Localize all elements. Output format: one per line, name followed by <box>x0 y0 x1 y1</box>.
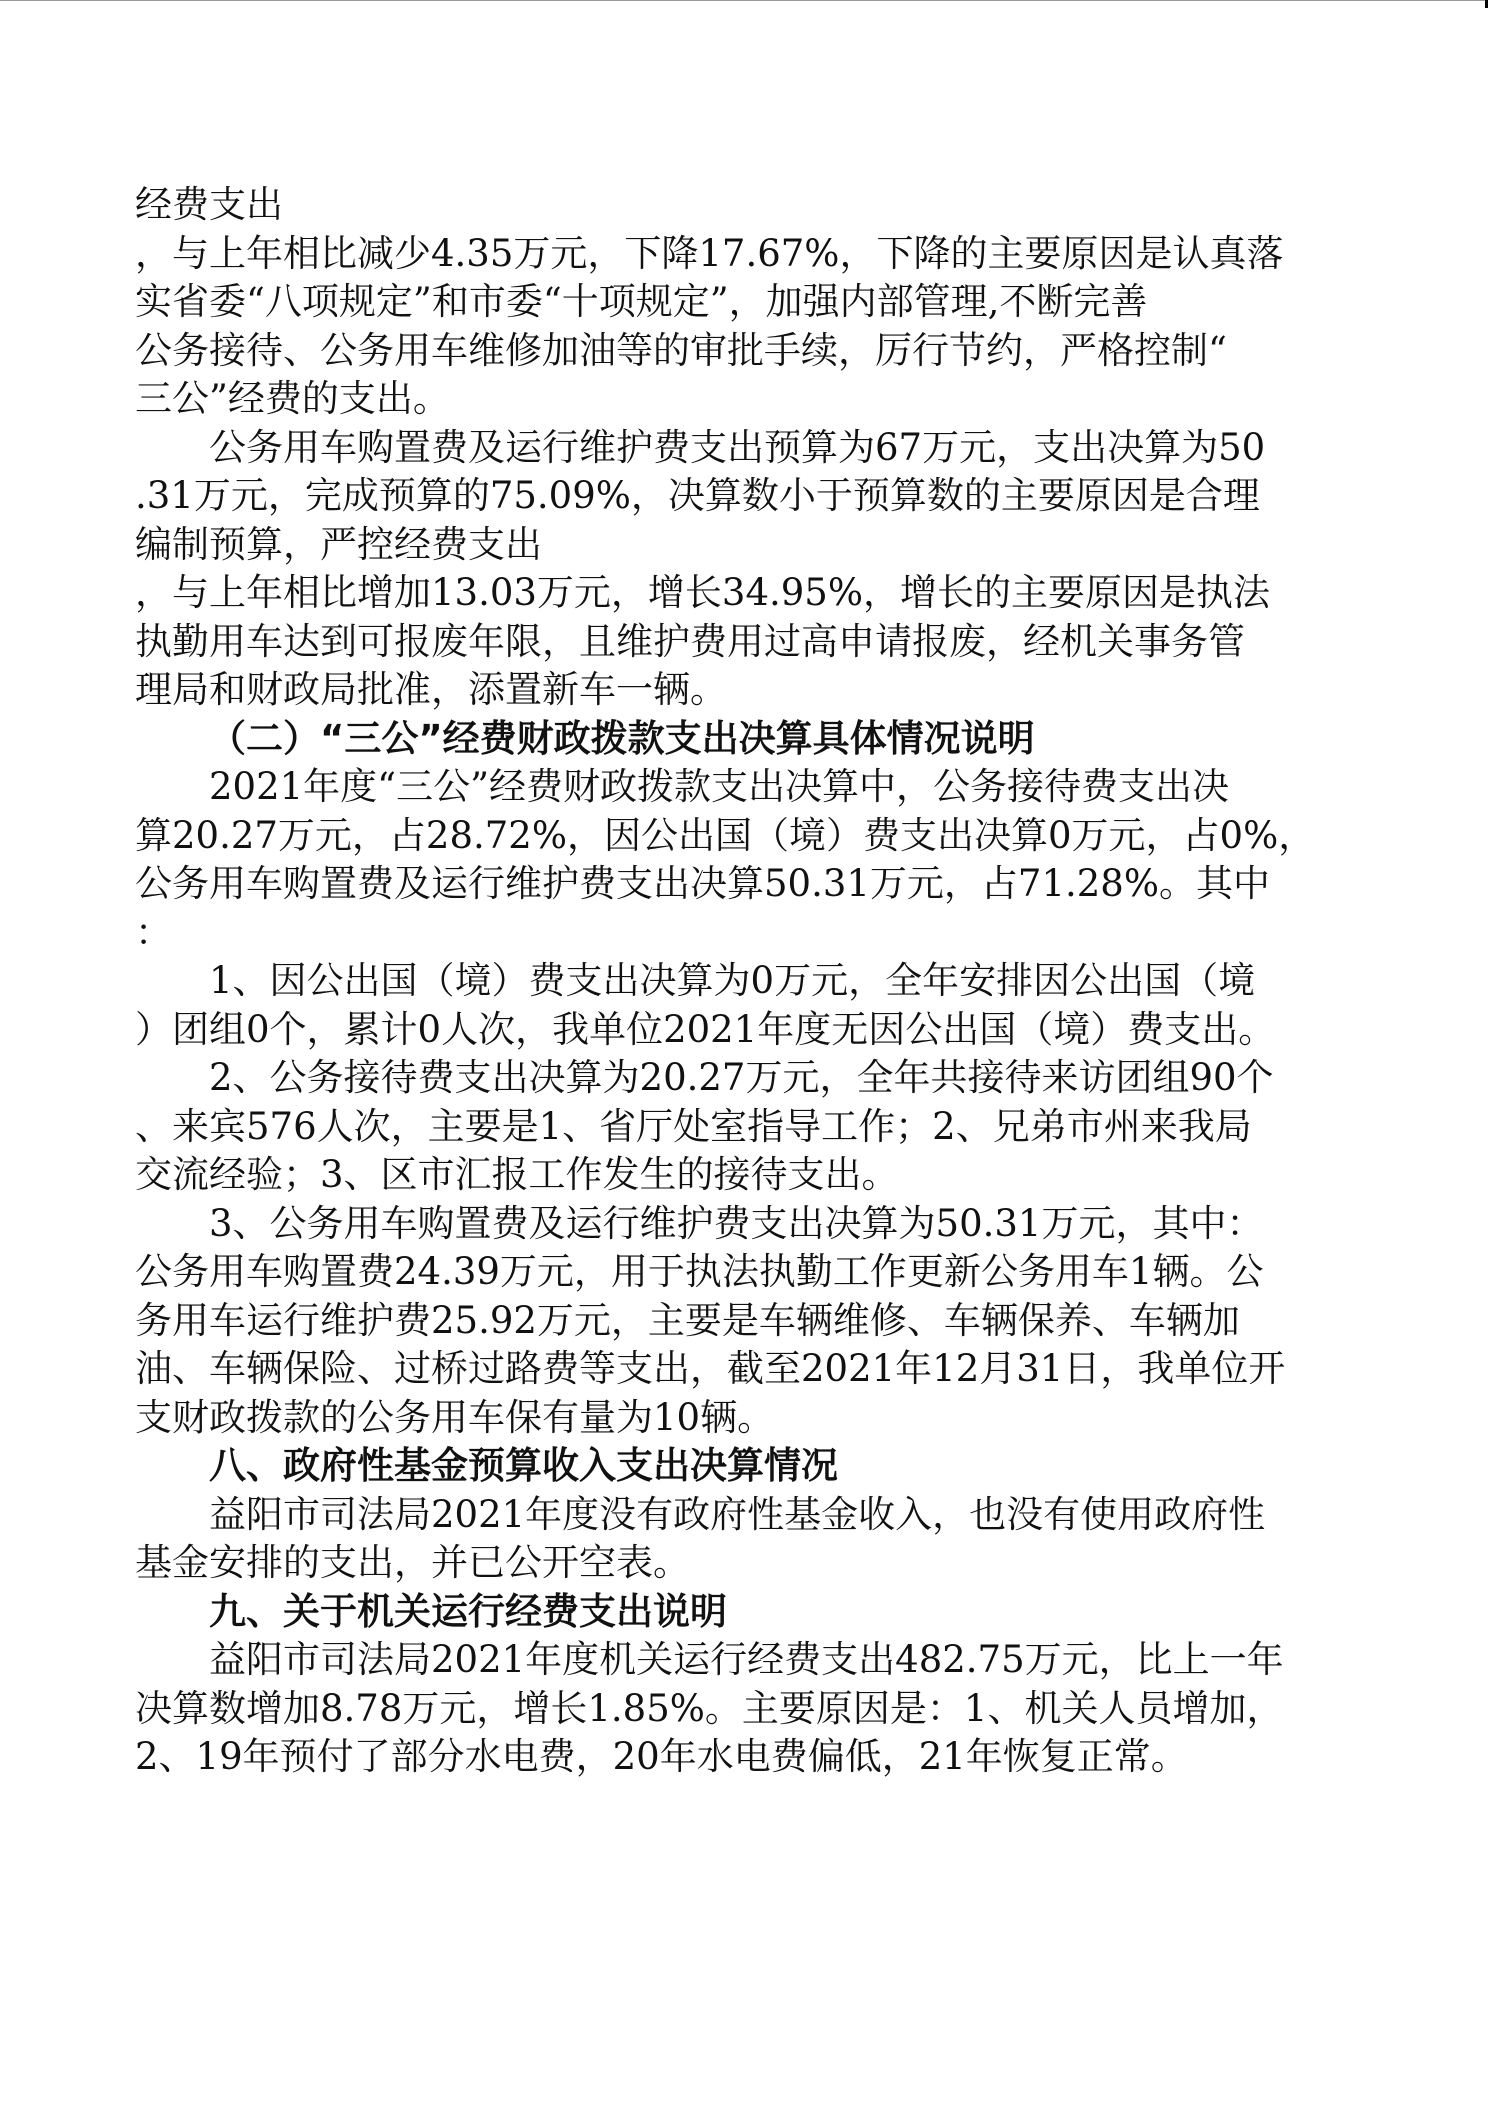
text-line: ，与上年相比增加13.03万元，增长34.95%，增长的主要原因是执法 <box>135 571 1271 614</box>
text-line: 三公”经费的支出。 <box>135 377 450 420</box>
text-line: 2021年度“三公”经费财政拨款支出决算中，公务接待费支出决 <box>209 765 1229 808</box>
text-line: 3、公务用车购置费及运行维护费支出决算为50.31万元，其中： <box>209 1201 1264 1245</box>
text-line: 务用车运行维护费25.92万元，主要是车辆维修、车辆保养、车辆加 <box>135 1298 1240 1342</box>
page-top-border <box>0 0 1488 1</box>
text-line: 经费支出 <box>135 183 283 226</box>
text-line: 公务用车购置费及运行维护费支出决算50.31万元，占71.28%。其中 <box>135 862 1271 905</box>
document-body <box>135 181 1335 1782</box>
text-line: 、来宾576人次，主要是1、省厅处室指导工作；2、兄弟市州来我局 <box>135 1104 1252 1148</box>
text-line: 益阳市司法局2021年度机关运行经费支出482.75万元，比上一年 <box>209 1638 1284 1681</box>
text-line: ： <box>135 910 172 954</box>
text-line: 支财政拨款的公务用车保有量为10辆。 <box>135 1395 775 1439</box>
section-heading: （二）“三公”经费财政拨款支出决算具体情况说明 <box>209 716 1035 760</box>
text-line: 理局和财政局批准，添置新车一辆。 <box>135 668 727 711</box>
text-line: 公务接待、公务用车维修加油等的审批手续，厉行节约，严格控制“ <box>135 328 1227 372</box>
text-line: 决算数增加8.78万元，增长1.85%。主要原因是：1、机关人员增加， <box>135 1686 1284 1730</box>
text-line: .31万元，完成预算的75.09%，决算数小于预算数的主要原因是合理 <box>135 474 1260 517</box>
text-line: ，与上年相比减少4.35万元，下降17.67%，下降的主要原因是认真落 <box>135 231 1284 275</box>
text-line: 2、公务接待费支出决算为20.27万元，全年共接待来访团组90个 <box>209 1056 1274 1099</box>
text-line: 公务用车购置费及运行维护费支出预算为67万元，支出决算为50 <box>209 425 1266 469</box>
text-line: 基金安排的支出，并已公开空表。 <box>135 1541 690 1584</box>
text-line: 编制预算，严控经费支出 <box>135 522 542 566</box>
section-heading: 八、政府性基金预算收入支出决算情况 <box>209 1444 838 1487</box>
text-line: 实省委“八项规定”和市委“十项规定”，加强内部管理,不断完善 <box>135 280 1148 323</box>
section-heading: 九、关于机关运行经费支出说明 <box>209 1589 727 1633</box>
text-line: 交流经验；3、区市汇报工作发生的接待支出。 <box>135 1153 899 1196</box>
text-line: 油、车辆保险、过桥过路费等支出，截至2021年12月31日，我单位开 <box>135 1347 1286 1390</box>
text-line: 2、19年预付了部分水电费，20年水电费偏低，21年恢复正常。 <box>135 1735 1188 1778</box>
text-line: 算20.27万元，占28.72%，因公出国（境）费支出决算0万元，占0%， <box>135 813 1316 857</box>
text-line: 执勤用车达到可报废年限，且维护费用过高申请报废，经机关事务管 <box>135 619 1245 663</box>
text-line: 公务用车购置费24.39万元，用于执法执勤工作更新公务用车1辆。公 <box>135 1250 1264 1293</box>
text-line: ）团组0个，累计0人次，我单位2021年度无因公出国（境）费支出。 <box>135 1007 1276 1051</box>
text-line: 益阳市司法局2021年度没有政府性基金收入，也没有使用政府性 <box>209 1492 1266 1536</box>
text-line: 1、因公出国（境）费支出决算为0万元，全年安排因公出国（境 <box>209 959 1256 1002</box>
